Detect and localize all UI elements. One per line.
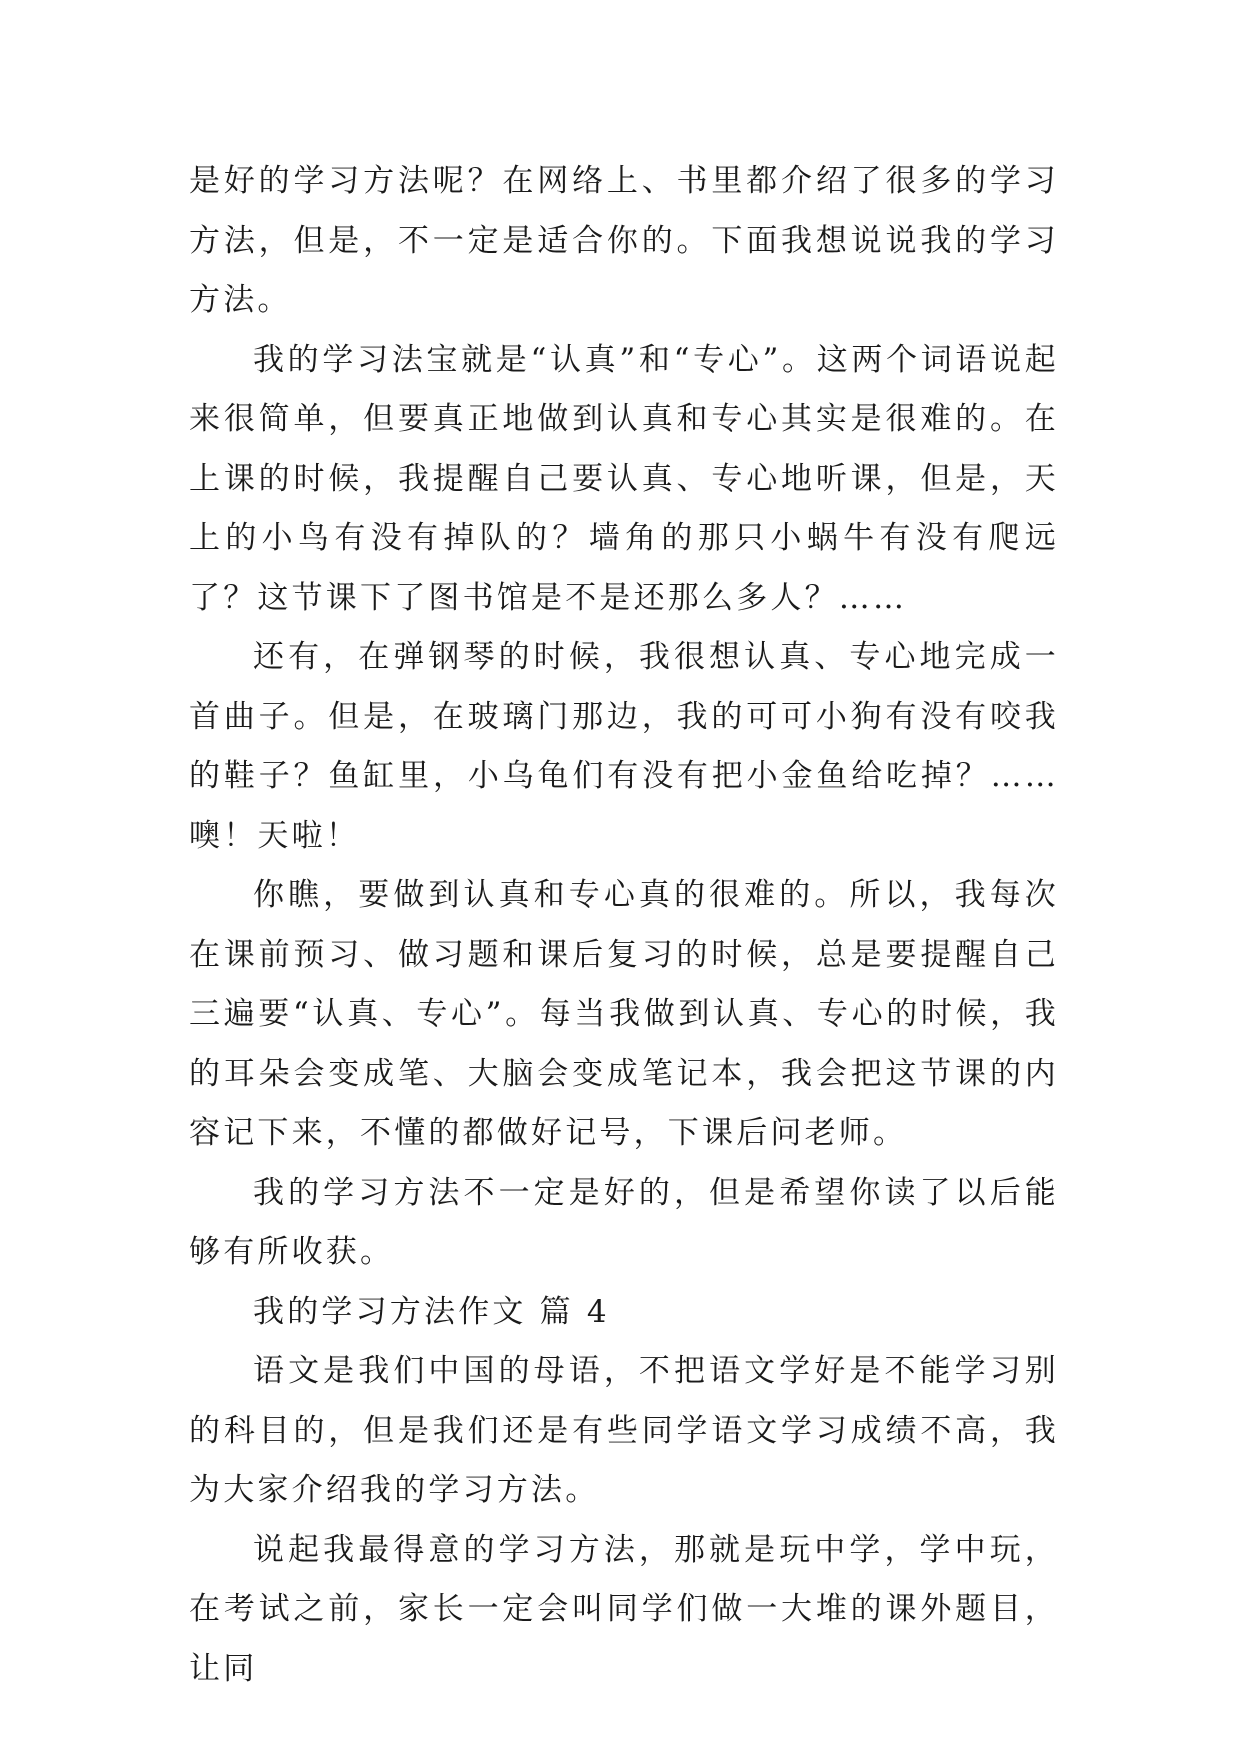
paragraph-chinese-language: 语文是我们中国的母语，不把语文学好是不能学习别的科目的，但是我们还是有些同学语文学习成绩不高，我为大家介绍我的学习方法。 [189, 1353, 1059, 1508]
paragraph-closing: 我的学习方法不一定是好的，但是希望你读了以后能够有所收获。 [189, 1174, 1059, 1270]
paragraph-piano: 还有，在弹钢琴的时候，我很想认真、专心地完成一首曲子。但是，在玻璃门那边，我的可可小狗有没有咬我的鞋子？鱼缸里，小乌龟们有没有把小金鱼给吃掉？……噢！天啦！ [189, 639, 1059, 854]
paragraph-focus-difficulty: 你瞧，要做到认真和专心真的很难的。所以，我每次在课前预习、做习题和课后复习的时候，总是要提醒自己三遍要“认真、专心”。每当我做到认真、专心的时候，我的耳朵会变成笔、大脑会变成笔记本，我会把这节课的内容记下来，不懂的都做好记号，下课后问老师。 [189, 877, 1059, 1151]
section-heading: 我的学习方法作文 篇 4 [253, 1293, 610, 1330]
paragraph-learn-through-play: 说起我最得意的学习方法，那就是玩中学，学中玩，在考试之前，家长一定会叫同学们做一大堆的课外题目，让同 [189, 1531, 1059, 1687]
paragraph-study-treasure: 我的学习法宝就是“认真”和“专心”。这两个词语说起来很简单，但要真正地做到认真和专心其实是很难的。在上课的时候，我提醒自己要认真、专心地听课，但是，天上的小鸟有没有掉队的？墙角的那只小蜗牛有没有爬远了？这节课下了图书馆是不是还那么多人？…… [189, 341, 1059, 616]
paragraph-continuation: 是好的学习方法呢？在网络上、书里都介绍了很多的学习方法，但是，不一定是适合你的。下面我想说说我的学习方法。 [189, 163, 1059, 318]
document-body [189, 152, 1059, 1699]
